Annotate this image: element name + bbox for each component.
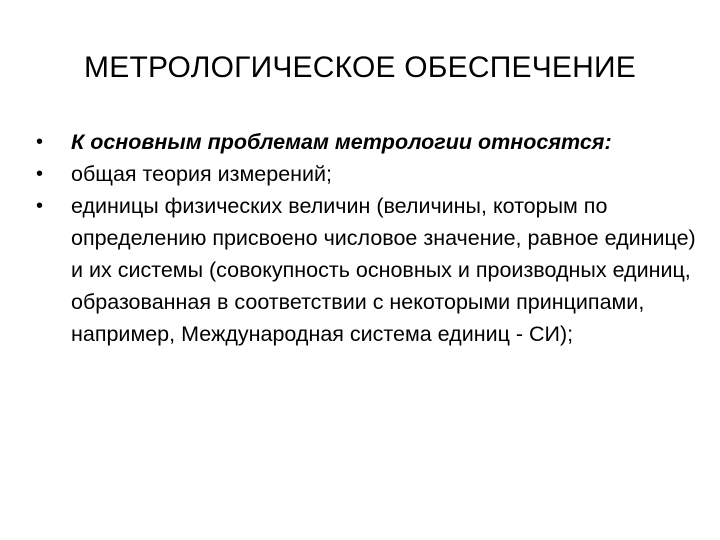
slide-title: МЕТРОЛОГИЧЕСКОЕ ОБЕСПЕЧЕНИЕ xyxy=(84,51,636,84)
bullet-item-intro xyxy=(36,126,696,158)
bullet-item-theory xyxy=(36,158,696,190)
bullet-dot-icon: • xyxy=(36,163,44,185)
bullet-text: единицы физических величин (величины, которым по определению присвоено числовое значение, равное единице) и их системы (совокупность основных и производных единиц, образованная в соответствии с некоторыми принципами, например, Международная система единиц - СИ); xyxy=(71,194,696,346)
bullet-item-units xyxy=(36,190,696,350)
bullet-dot-icon: • xyxy=(36,195,44,217)
bullet-dot-icon: • xyxy=(36,131,44,153)
bullet-text: общая теория измерений; xyxy=(71,162,333,186)
bullet-list xyxy=(36,126,696,350)
bullet-text: К основным проблемам метрологии относятся: xyxy=(71,130,612,154)
